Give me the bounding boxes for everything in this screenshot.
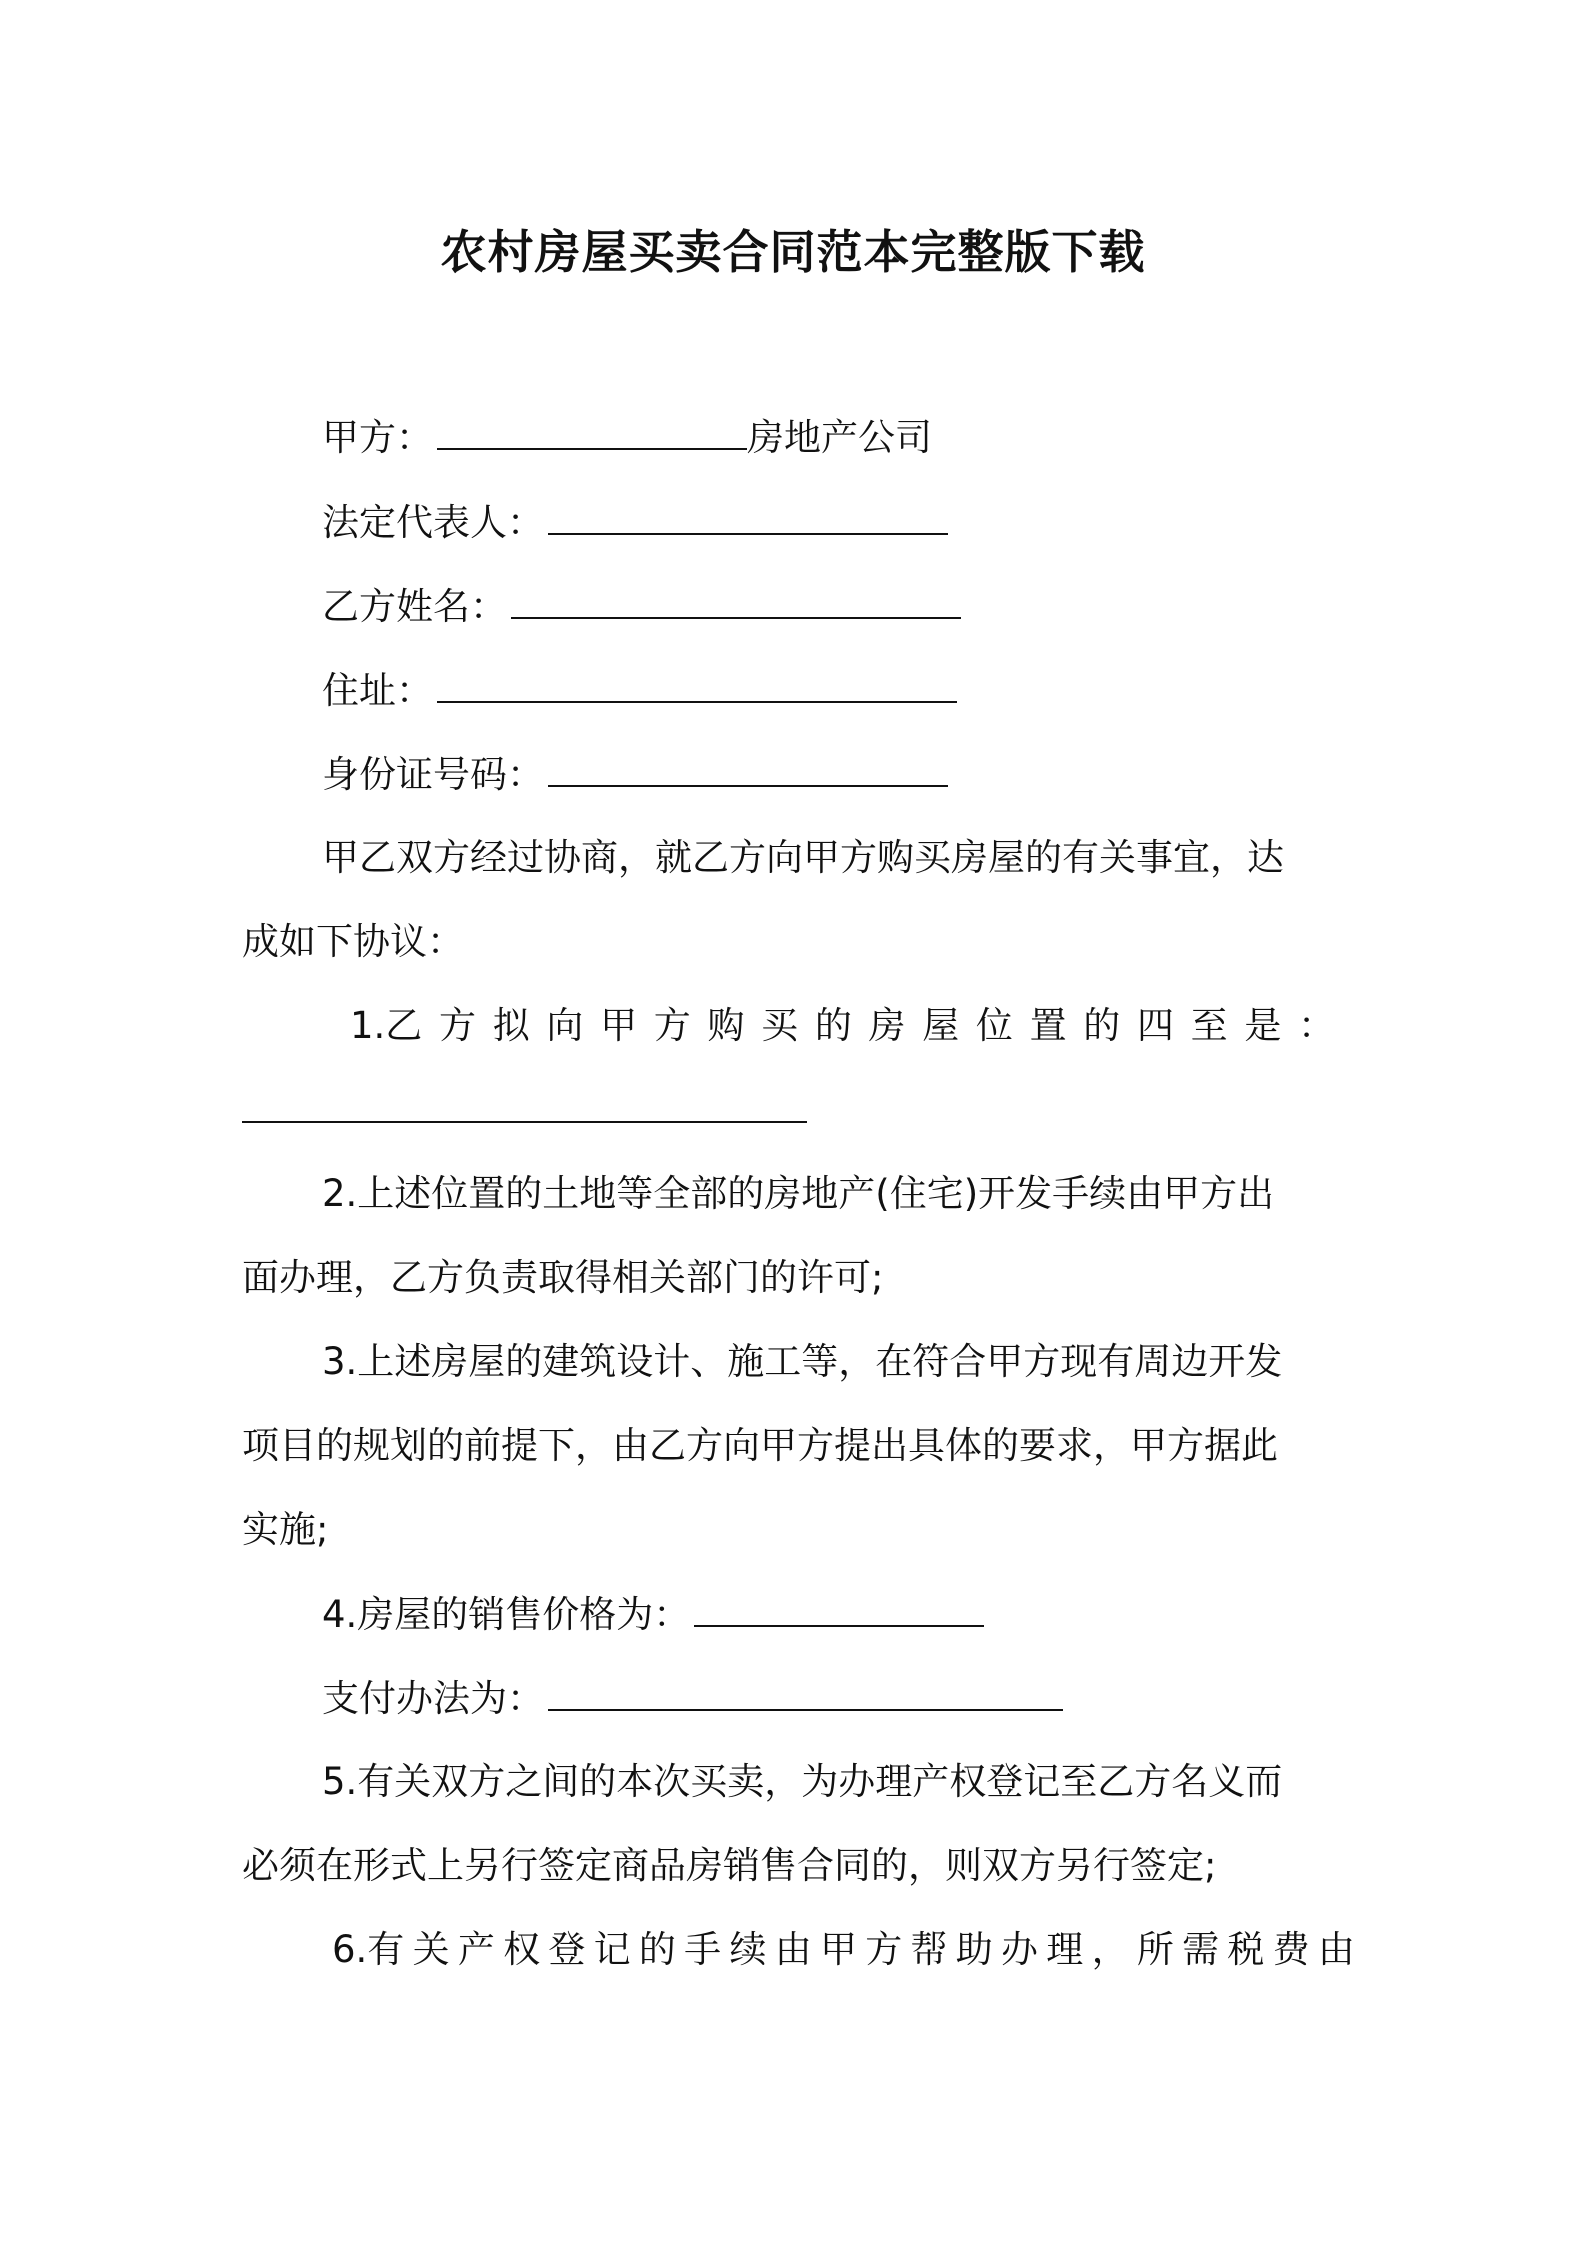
clause-6-char: 登 [548,1928,586,1971]
clause-6-char: 理 [1046,1928,1084,1971]
legal-rep-line [322,497,948,548]
clause-1-char: 甲 [600,1004,638,1047]
party-a-line [322,412,932,463]
clause-6-char: 手 [684,1928,722,1971]
clause-6-char: 所 [1136,1928,1174,1971]
document-title: 农村房屋买卖合同范本完整版下载 [440,225,1146,279]
address-blank[interactable] [437,665,957,703]
clause-6-char: 关 [412,1928,450,1971]
clause-6-char: 由 [1317,1928,1355,1971]
party-a-blank[interactable] [437,412,747,450]
party-b-name-blank[interactable] [511,581,961,619]
party-a-suffix: 房地产公司 [747,416,932,459]
payment-line [322,1673,1063,1724]
clause-6-char: 费 [1272,1928,1310,1971]
clause-2-line-2: 面办理，乙方负责取得相关部门的许可; [242,1256,884,1299]
id-number-line [322,749,948,800]
payment-label: 支付办法为： [322,1677,544,1720]
clause-3-line-1: 3.上述房屋的建筑设计、施工等，在符合甲方现有周边开发 [322,1340,1283,1383]
clause-1-char: 拟 [492,1004,530,1047]
id-number-label: 身份证号码： [322,753,544,796]
intro-line-2: 成如下协议： [242,920,464,963]
clause-6-char: 续 [729,1928,767,1971]
clause-1-char: ： [1298,1004,1335,1047]
intro-line-1: 甲乙双方经过协商，就乙方向甲方购买房屋的有关事宜，达 [322,836,1284,879]
clause-6-char: 的 [638,1928,676,1971]
clause-6-char: 助 [955,1928,993,1971]
party-a-label: 甲方： [322,416,433,459]
payment-blank[interactable] [548,1673,1063,1711]
clause-5-line-2: 必须在形式上另行签定商品房销售合同的，则双方另行签定; [242,1844,1217,1887]
clause-3-line-3: 实施; [242,1508,329,1551]
clause-1-char: 是 [1244,1004,1282,1047]
clause-1-blank-line [242,1085,807,1136]
clause-1-char: 位 [975,1004,1013,1047]
id-number-blank[interactable] [548,749,948,787]
clause-1-char: 1.乙 [350,1004,423,1047]
clause-6-char: 方 [865,1928,903,1971]
clause-1-line [350,1001,1335,1051]
clause-1-char: 向 [546,1004,584,1047]
clause-6-char: 帮 [910,1928,948,1971]
clause-6-char: 税 [1227,1928,1265,1971]
price-blank[interactable] [694,1589,984,1627]
clause-1-char: 买 [761,1004,799,1047]
clause-6-char: 办 [1001,1928,1039,1971]
party-b-name-label: 乙方姓名： [322,585,507,628]
clause-1-char: 至 [1190,1004,1228,1047]
clause-1-char: 方 [653,1004,691,1047]
clause-6-char: ， [1091,1928,1129,1971]
clause-1-char: 的 [814,1004,852,1047]
legal-rep-label: 法定代表人： [322,501,544,544]
party-b-name-line [322,581,961,632]
legal-rep-blank[interactable] [548,497,948,535]
clause-1-char: 四 [1136,1004,1174,1047]
clause-1-blank[interactable] [242,1085,807,1123]
clause-6-char: 记 [593,1928,631,1971]
clause-6-char: 需 [1182,1928,1220,1971]
clause-2-line-1: 2.上述位置的土地等全部的房地产(住宅)开发手续由甲方出 [322,1172,1275,1215]
clause-4-label: 4.房屋的销售价格为： [322,1593,691,1636]
clause-4-line [322,1589,984,1640]
clause-6-char: 6.有 [332,1928,405,1971]
clause-6-char: 权 [503,1928,541,1971]
address-line [322,665,957,716]
clause-1-char: 的 [1083,1004,1121,1047]
clause-3-line-2: 项目的规划的前提下，由乙方向甲方提出具体的要求，甲方据此 [242,1424,1278,1467]
address-label: 住址： [322,669,433,712]
clause-6-char: 由 [774,1928,812,1971]
clause-5-line-1: 5.有关双方之间的本次买卖，为办理产权登记至乙方名义而 [322,1760,1283,1803]
clause-6-char: 产 [457,1928,495,1971]
clause-1-char: 置 [1029,1004,1067,1047]
clause-6-char: 甲 [819,1928,857,1971]
clause-6-line [332,1925,1355,1975]
clause-1-char: 屋 [922,1004,960,1047]
clause-1-char: 购 [707,1004,745,1047]
clause-1-char: 房 [868,1004,906,1047]
clause-1-char: 方 [439,1004,476,1047]
